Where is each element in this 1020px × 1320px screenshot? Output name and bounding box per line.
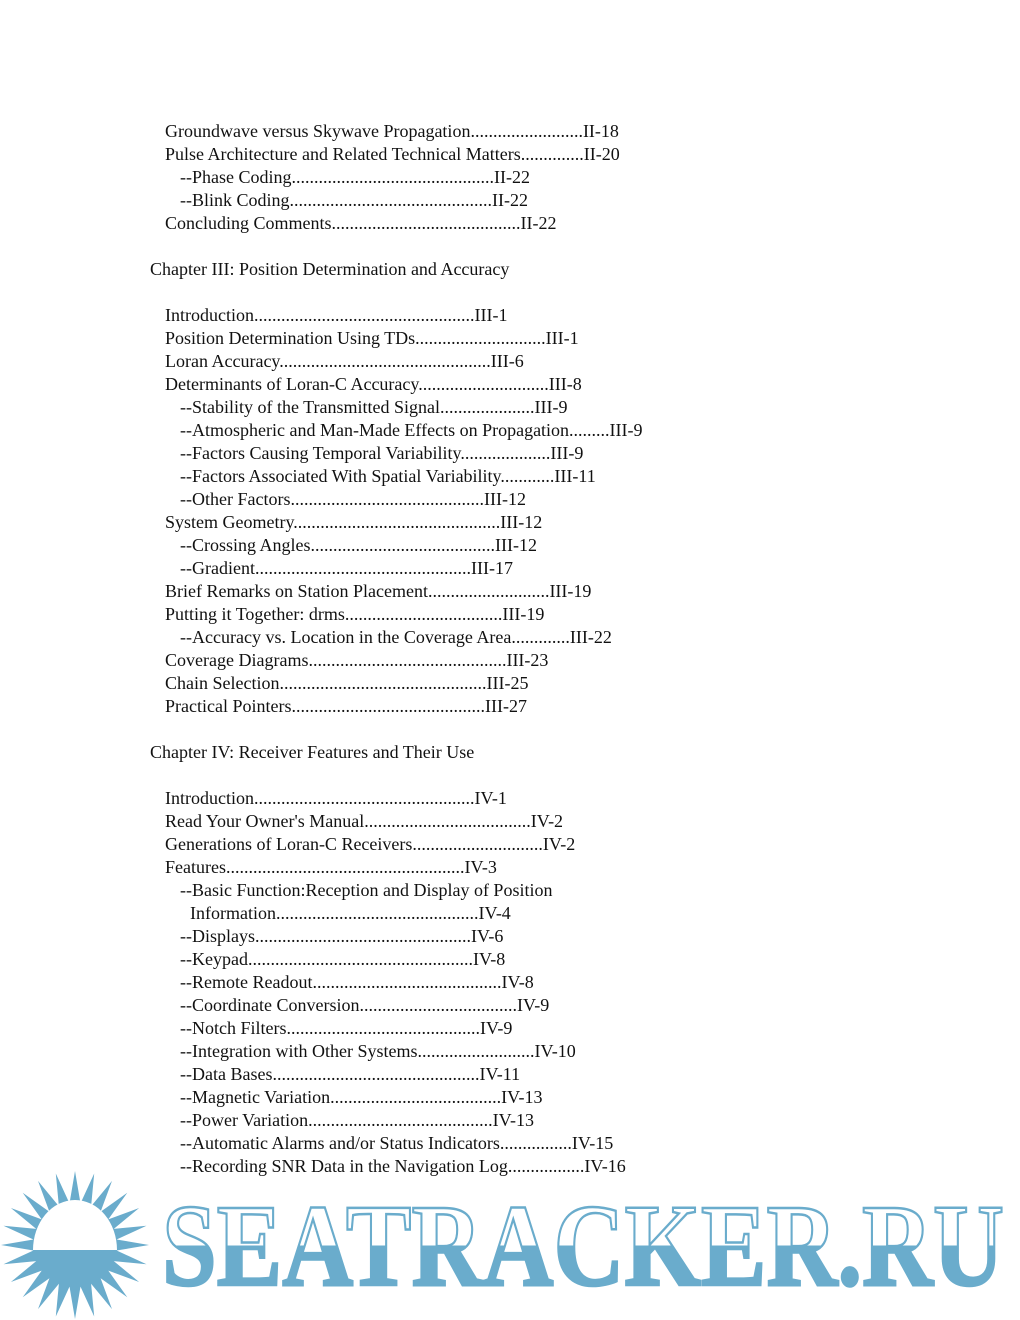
toc-entry: Chain Selection..............................................III-25 (165, 673, 529, 693)
toc-entry: Coverage Diagrams............................................III-23 (165, 650, 549, 670)
toc-entry: Loran Accuracy...............................................III-6 (165, 351, 524, 371)
toc-entry: Putting it Together: drms...................................III-19 (165, 604, 545, 624)
toc-entry: --Keypad..................................................IV-8 (180, 949, 506, 969)
spacer (0, 764, 1020, 787)
toc-entry: --Recording SNR Data in the Navigation Log.................IV-16 (180, 1156, 626, 1176)
toc-entry: Information.............................................IV-4 (190, 903, 511, 923)
spacer (0, 718, 1020, 741)
chapter-heading: Chapter III: Position Determination and Accuracy (150, 259, 510, 279)
toc-entry: --Phase Coding.............................................II-22 (180, 167, 530, 187)
toc-entry: --Factors Causing Temporal Variability....................III-9 (180, 443, 584, 463)
toc-entry: --Accuracy vs. Location in the Coverage Area.............III-22 (180, 627, 612, 647)
toc-entry: Introduction.................................................IV-1 (165, 788, 507, 808)
spacer (0, 235, 1020, 258)
toc-entry: --Notch Filters...........................................IV-9 (180, 1018, 513, 1038)
toc-entry: --Stability of the Transmitted Signal.....................III-9 (180, 397, 568, 417)
toc-entry: System Geometry..............................................III-12 (165, 512, 543, 532)
toc-entry: --Blink Coding.............................................II-22 (180, 190, 528, 210)
toc-entry: --Coordinate Conversion...................................IV-9 (180, 995, 550, 1015)
toc-entry: Brief Remarks on Station Placement...........................III-19 (165, 581, 592, 601)
toc-entry: Read Your Owner's Manual.....................................IV-2 (165, 811, 564, 831)
toc-entry: --Other Factors...........................................III-12 (180, 489, 526, 509)
toc-entry: --Integration with Other Systems..........................IV-10 (180, 1041, 576, 1061)
toc-entry: Determinants of Loran-C Accuracy.............................III-8 (165, 374, 582, 394)
toc-entry: --Magnetic Variation......................................IV-13 (180, 1087, 543, 1107)
sun-icon (1, 1171, 149, 1319)
seatracker-watermark-logo (0, 1170, 1020, 1320)
table-of-contents (0, 120, 1020, 1178)
toc-entry: --Basic Function:Reception and Display of Position (180, 880, 553, 900)
toc-entry: Practical Pointers...........................................III-27 (165, 696, 527, 716)
spacer (0, 281, 1020, 304)
toc-entry: --Displays................................................IV-6 (180, 926, 504, 946)
toc-entry: --Atmospheric and Man-Made Effects on Propagation.........III-9 (180, 420, 643, 440)
toc-entry: --Crossing Angles.........................................III-12 (180, 535, 537, 555)
toc-entry: --Factors Associated With Spatial Variability............III-11 (180, 466, 596, 486)
toc-entry: --Gradient................................................III-17 (180, 558, 513, 578)
toc-entry: --Remote Readout..........................................IV-8 (180, 972, 534, 992)
toc-entry: --Automatic Alarms and/or Status Indicators................IV-15 (180, 1133, 614, 1153)
toc-entry: Pulse Architecture and Related Technical Matters..............II-20 (165, 144, 620, 164)
toc-entry: Position Determination Using TDs.............................III-1 (165, 328, 579, 348)
toc-entry: --Data Bases..............................................IV-11 (180, 1064, 521, 1084)
chapter-heading: Chapter IV: Receiver Features and Their Use (150, 742, 475, 762)
toc-entry: Features.....................................................IV-3 (165, 857, 497, 877)
toc-entry: Groundwave versus Skywave Propagation.........................II-18 (165, 121, 619, 141)
toc-entry: Concluding Comments..........................................II-22 (165, 213, 557, 233)
toc-entry: --Power Variation.........................................IV-13 (180, 1110, 534, 1130)
toc-entry: Generations of Loran-C Receivers.............................IV-2 (165, 834, 576, 854)
watermark-text: SEATRACKER.RU (162, 1180, 1004, 1311)
toc-entry: Introduction.................................................III-1 (165, 305, 508, 325)
